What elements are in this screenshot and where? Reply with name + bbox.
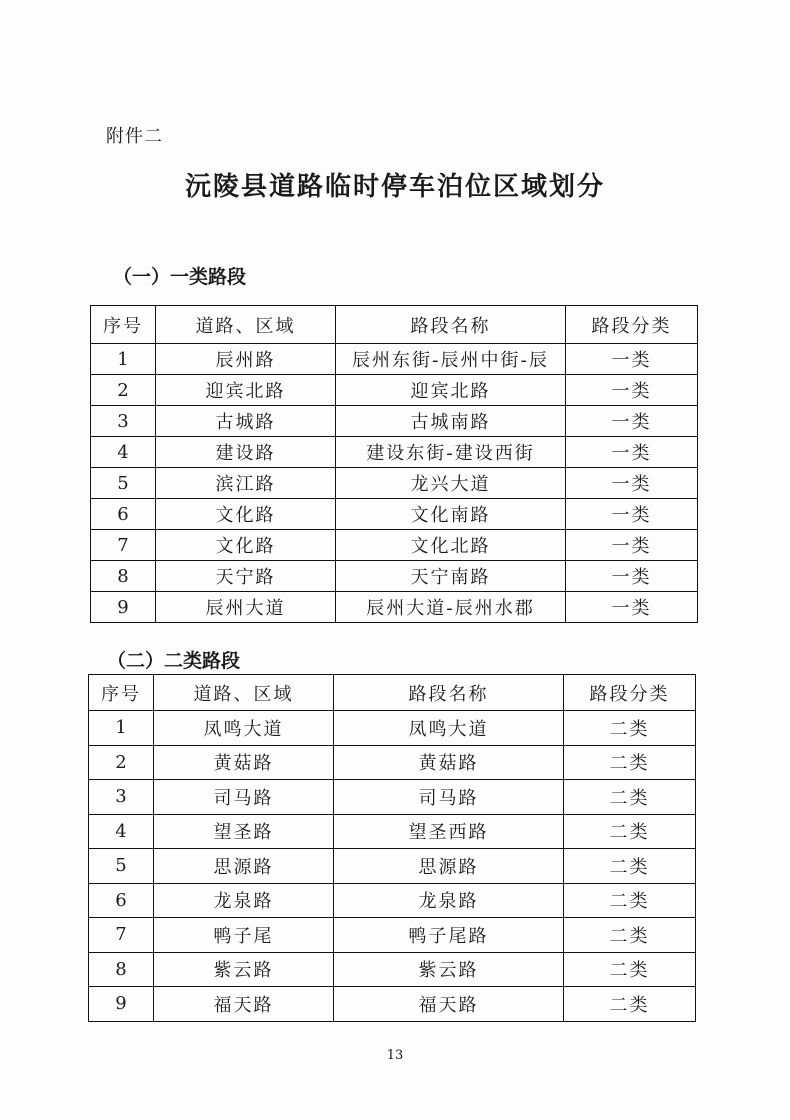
row-number-cell: 3 <box>89 780 154 815</box>
table-row <box>89 745 696 780</box>
table-row <box>89 987 696 1022</box>
road-area-cell: 福天路 <box>154 987 334 1022</box>
segment-name-cell: 福天路 <box>334 987 564 1022</box>
road-area-cell: 迎宾北路 <box>156 375 336 406</box>
road-area-cell: 辰州路 <box>156 344 336 375</box>
segment-class-cell: 二类 <box>564 711 696 746</box>
table-header-row <box>89 675 696 711</box>
table-row <box>89 711 696 746</box>
segment-name-cell: 辰州大道-辰州水郡 <box>336 592 566 623</box>
segment-name-cell: 紫云路 <box>334 952 564 987</box>
class-two-roads-table <box>88 674 696 1022</box>
road-area-cell: 建设路 <box>156 437 336 468</box>
segment-name-cell: 鸭子尾路 <box>334 918 564 953</box>
segment-class-cell: 二类 <box>564 780 696 815</box>
segment-name-cell: 辰州东街-辰州中街-辰 <box>336 344 566 375</box>
row-number-cell: 7 <box>89 918 154 953</box>
road-area-cell: 凤鸣大道 <box>154 711 334 746</box>
road-area-cell: 思源路 <box>154 849 334 884</box>
row-number-cell: 9 <box>91 592 156 623</box>
segment-class-cell: 二类 <box>564 918 696 953</box>
table-row <box>91 561 698 592</box>
road-area-cell: 文化路 <box>156 499 336 530</box>
row-number-cell: 5 <box>91 468 156 499</box>
class-one-roads-table <box>90 305 698 623</box>
row-number-cell: 6 <box>89 883 154 918</box>
table-row <box>91 592 698 623</box>
road-area-cell: 天宁路 <box>156 561 336 592</box>
column-header-road-area: 道路、区域 <box>156 306 336 344</box>
section-heading-class-one: （一）一类路段 <box>113 266 247 288</box>
row-number-cell: 8 <box>91 561 156 592</box>
row-number-cell: 7 <box>91 530 156 561</box>
column-header-segment-name: 路段名称 <box>334 675 564 711</box>
table-row <box>91 344 698 375</box>
road-area-cell: 紫云路 <box>154 952 334 987</box>
segment-class-cell: 一类 <box>566 530 698 561</box>
row-number-cell: 1 <box>89 711 154 746</box>
segment-class-cell: 二类 <box>564 745 696 780</box>
segment-name-cell: 迎宾北路 <box>336 375 566 406</box>
table-row <box>91 375 698 406</box>
road-area-cell: 辰州大道 <box>156 592 336 623</box>
row-number-cell: 2 <box>89 745 154 780</box>
road-area-cell: 黄菇路 <box>154 745 334 780</box>
road-area-cell: 滨江路 <box>156 468 336 499</box>
column-header-number: 序号 <box>89 675 154 711</box>
table-row <box>89 883 696 918</box>
table-row <box>91 499 698 530</box>
row-number-cell: 4 <box>91 437 156 468</box>
segment-class-cell: 一类 <box>566 406 698 437</box>
segment-class-cell: 一类 <box>566 344 698 375</box>
table-row <box>91 530 698 561</box>
segment-name-cell: 凤鸣大道 <box>334 711 564 746</box>
segment-name-cell: 司马路 <box>334 780 564 815</box>
row-number-cell: 8 <box>89 952 154 987</box>
segment-class-cell: 二类 <box>564 814 696 849</box>
segment-class-cell: 一类 <box>566 375 698 406</box>
segment-name-cell: 黄菇路 <box>334 745 564 780</box>
table-row <box>89 952 696 987</box>
table-row <box>91 468 698 499</box>
segment-class-cell: 一类 <box>566 499 698 530</box>
segment-class-cell: 二类 <box>564 883 696 918</box>
segment-name-cell: 望圣西路 <box>334 814 564 849</box>
segment-name-cell: 天宁南路 <box>336 561 566 592</box>
column-header-segment-class: 路段分类 <box>566 306 698 344</box>
segment-name-cell: 思源路 <box>334 849 564 884</box>
row-number-cell: 2 <box>91 375 156 406</box>
row-number-cell: 3 <box>91 406 156 437</box>
page-number: 13 <box>386 1048 404 1063</box>
segment-class-cell: 一类 <box>566 437 698 468</box>
row-number-cell: 6 <box>91 499 156 530</box>
row-number-cell: 5 <box>89 849 154 884</box>
segment-name-cell: 古城南路 <box>336 406 566 437</box>
road-area-cell: 龙泉路 <box>154 883 334 918</box>
table-row <box>91 406 698 437</box>
segment-name-cell: 文化北路 <box>336 530 566 561</box>
segment-name-cell: 龙泉路 <box>334 883 564 918</box>
row-number-cell: 4 <box>89 814 154 849</box>
segment-class-cell: 一类 <box>566 561 698 592</box>
road-area-cell: 鸭子尾 <box>154 918 334 953</box>
segment-name-cell: 龙兴大道 <box>336 468 566 499</box>
road-area-cell: 古城路 <box>156 406 336 437</box>
table-row <box>89 814 696 849</box>
table-row <box>91 437 698 468</box>
segment-class-cell: 一类 <box>566 592 698 623</box>
column-header-segment-class: 路段分类 <box>564 675 696 711</box>
segment-name-cell: 建设东街-建设西街 <box>336 437 566 468</box>
segment-class-cell: 二类 <box>564 849 696 884</box>
segment-class-cell: 一类 <box>566 468 698 499</box>
attachment-label: 附件二 <box>106 126 163 147</box>
column-header-segment-name: 路段名称 <box>336 306 566 344</box>
segment-class-cell: 二类 <box>564 987 696 1022</box>
row-number-cell: 1 <box>91 344 156 375</box>
row-number-cell: 9 <box>89 987 154 1022</box>
document-title: 沅陵县道路临时停车泊位区域划分 <box>184 172 605 202</box>
table-row <box>89 849 696 884</box>
column-header-road-area: 道路、区域 <box>154 675 334 711</box>
section-heading-class-two: （二）二类路段 <box>107 650 241 672</box>
table-header-row <box>91 306 698 344</box>
road-area-cell: 文化路 <box>156 530 336 561</box>
table-row <box>89 780 696 815</box>
table-row <box>89 918 696 953</box>
road-area-cell: 望圣路 <box>154 814 334 849</box>
road-area-cell: 司马路 <box>154 780 334 815</box>
segment-class-cell: 二类 <box>564 952 696 987</box>
segment-name-cell: 文化南路 <box>336 499 566 530</box>
column-header-number: 序号 <box>91 306 156 344</box>
